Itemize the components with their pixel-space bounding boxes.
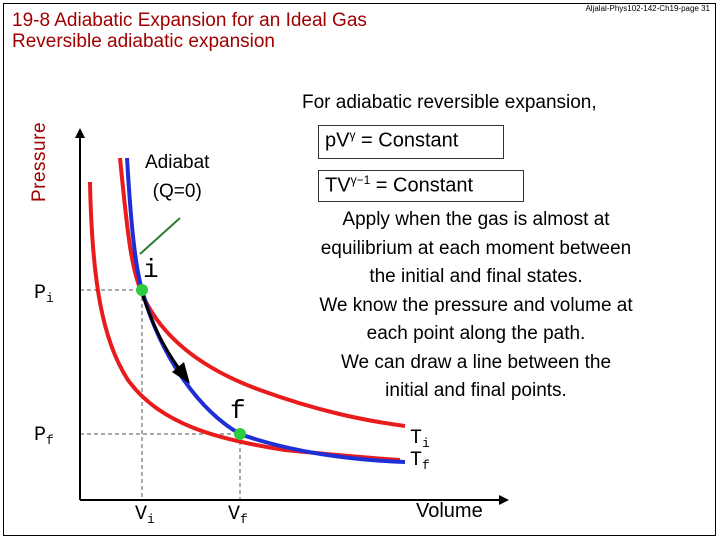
initial-volume-label xyxy=(135,503,155,526)
page-reference: Aljalal-Phys102-142-Ch19-page 31 xyxy=(585,4,710,13)
eq2-lhs: TV xyxy=(325,174,351,197)
vi-symbol: V xyxy=(135,503,148,526)
eq1-lhs: pV xyxy=(325,129,350,152)
x-axis-label: Volume xyxy=(416,500,483,522)
slide-title: 19-8 Adiabatic Expansion for an Ideal Gas xyxy=(12,10,367,31)
tf-subscript: f xyxy=(422,458,430,473)
slide-subtitle: Reversible adiabatic expansion xyxy=(12,31,275,52)
explanation-line: equilibrium at each moment between xyxy=(320,237,632,259)
adiabat-label-line1: Adiabat xyxy=(145,152,210,173)
temperature-ti-label xyxy=(410,427,430,450)
ti-subscript: i xyxy=(422,436,430,451)
eq2-exponent: γ−1 xyxy=(350,173,371,187)
equation-tv-constant xyxy=(318,170,524,202)
final-point-label: f xyxy=(230,396,246,426)
vi-subscript: i xyxy=(147,512,155,527)
y-axis-label: Pressure xyxy=(29,121,50,203)
intro-text: For adiabatic reversible expansion, xyxy=(302,92,597,113)
final-pressure-label xyxy=(34,424,54,447)
adiabat-label-line2: (Q=0) xyxy=(152,181,202,202)
initial-pressure-label xyxy=(34,282,54,305)
explanation-line: We know the pressure and volume at xyxy=(319,294,633,316)
eq1-rhs: = Constant xyxy=(355,129,459,152)
explanation-line: We can draw a line between the xyxy=(340,351,612,373)
pi-symbol: P xyxy=(34,282,47,305)
temperature-tf-label xyxy=(410,449,430,472)
explanation-text xyxy=(262,206,690,406)
vf-symbol: V xyxy=(228,503,241,526)
tf-symbol: T xyxy=(410,449,423,472)
eq1-exponent: γ xyxy=(349,128,356,142)
equation-pv-constant xyxy=(318,125,504,159)
initial-state-point xyxy=(136,284,148,296)
final-volume-label xyxy=(228,503,248,526)
eq2-rhs: = Constant xyxy=(370,174,474,197)
explanation-line: Apply when the gas is almost at xyxy=(342,209,610,230)
adiabat-label xyxy=(145,148,209,206)
vf-subscript: f xyxy=(240,512,248,527)
pf-symbol: P xyxy=(34,424,47,447)
pf-subscript: f xyxy=(46,433,54,448)
adiabat-pointer xyxy=(140,218,180,254)
ti-symbol: T xyxy=(410,427,423,450)
explanation-line: each point along the path. xyxy=(366,323,586,344)
pi-subscript: i xyxy=(46,291,54,306)
explanation-line: initial and final points. xyxy=(385,380,567,401)
initial-point-label: i xyxy=(143,255,159,285)
final-state-point xyxy=(234,428,246,440)
explanation-line: the initial and final states. xyxy=(369,266,583,287)
